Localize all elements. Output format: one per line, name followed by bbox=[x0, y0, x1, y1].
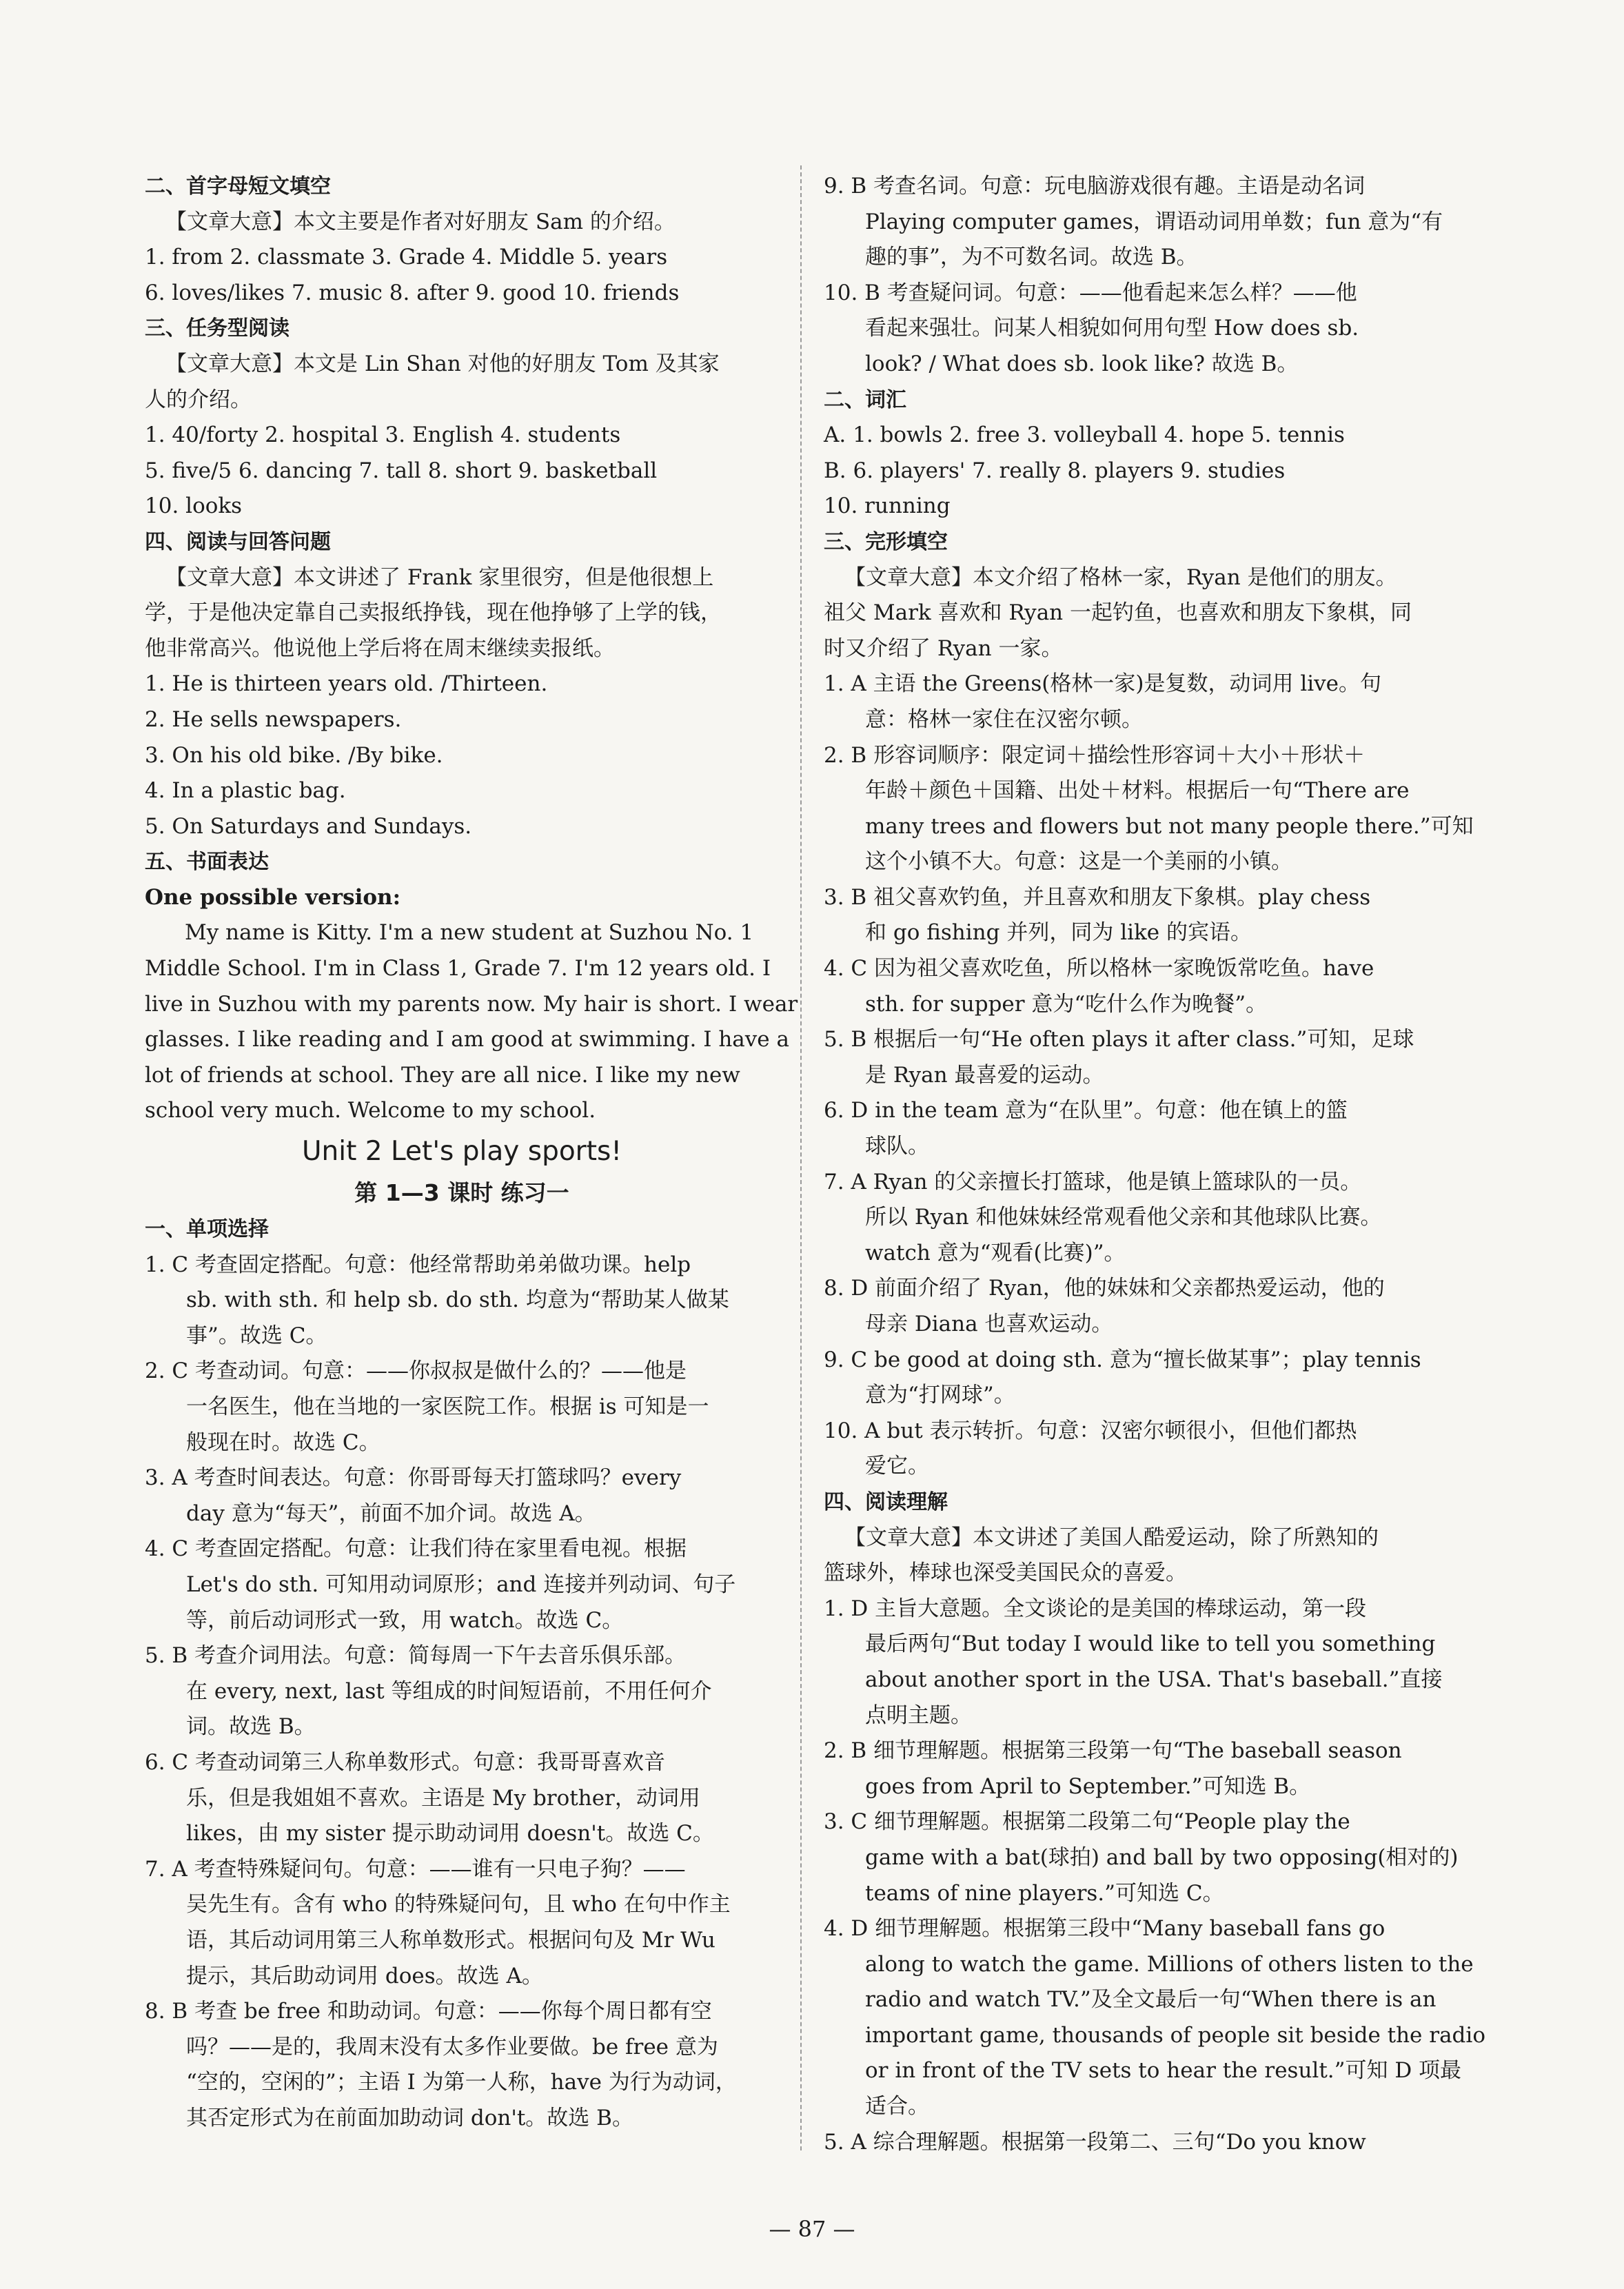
text-line: 看起来强壮。问某人相貌如何用句型 How does sb. bbox=[865, 316, 1359, 341]
text-line: 其否定形式为在前面加助动词 don't。故选 B。 bbox=[186, 2105, 633, 2130]
section-heading: 四、阅读理解 bbox=[824, 1489, 948, 1514]
text-line: 在 every, next, last 等组成的时间短语前，不用任何介 bbox=[186, 1678, 712, 1704]
text-line: 最后两句“But today I would like to tell you something bbox=[865, 1631, 1436, 1657]
text-line: 7. A Ryan 的父亲擅长打篮球，他是镇上篮球队的一员。 bbox=[824, 1169, 1362, 1194]
text-line: sb. with sth. 和 help sb. do sth. 均意为“帮助某人做某 bbox=[186, 1288, 729, 1313]
text-line: glasses. I like reading and I am good at swimming. I have a bbox=[145, 1027, 789, 1052]
text-line: 10. A but 表示转折。句意：汉密尔顿很小，但他们都热 bbox=[824, 1418, 1357, 1443]
section-heading: 四、阅读与回答问题 bbox=[145, 529, 331, 554]
text-line: Let's do sth. 可知用动词原形；and 连接并列动词、句子 bbox=[186, 1571, 736, 1597]
text-line: 年龄＋颜色＋国籍、出处＋材料。根据后一句“There are bbox=[865, 778, 1410, 804]
text-line: B. 6. players' 7. really 8. players 9. studies bbox=[824, 458, 1286, 483]
text-line: 4. In a plastic bag. bbox=[145, 778, 346, 804]
text-line: 词。故选 B。 bbox=[186, 1714, 316, 1740]
text-line: along to watch the game. Millions of others listen to the bbox=[865, 1951, 1474, 1977]
text-line: 点明主题。 bbox=[865, 1702, 972, 1728]
section-heading: 五、书面表达 bbox=[145, 850, 269, 875]
text-line: Middle School. I'm in Class 1, Grade 7. I'm 12 years old. I bbox=[145, 956, 771, 981]
text-line: 1. A 主语 the Greens(格林一家)是复数，动词用 live。句 bbox=[824, 671, 1382, 697]
text-line: 吴先生有。含有 who 的特殊疑问句，且 who 在句中作主 bbox=[186, 1892, 731, 1917]
text-line: live in Suzhou with my parents now. My hair is short. I wear bbox=[145, 991, 798, 1017]
lesson-title: 第 1—3 课时 练习一 bbox=[354, 1179, 569, 1207]
text-line: 4. C 考查固定搭配。句意：让我们待在家里看电视。根据 bbox=[145, 1536, 687, 1562]
text-line: 【文章大意】本文是 Lin Shan 对他的好朋友 Tom 及其家 bbox=[165, 351, 720, 376]
text-line: 【文章大意】本文讲述了美国人酷爱运动，除了所熟知的 bbox=[844, 1525, 1379, 1550]
text-line: 6. C 考查动词第三人称单数形式。句意：我哥哥喜欢音 bbox=[145, 1749, 666, 1775]
text-line: 意为“打网球”。 bbox=[865, 1383, 1015, 1408]
left-column bbox=[145, 169, 798, 2136]
text-line: A. 1. bowls 2. free 3. volleyball 4. hope 5. tennis bbox=[824, 423, 1345, 448]
text-line: 他非常高兴。他说他上学后将在周末继续卖报纸。 bbox=[145, 635, 615, 661]
section-heading: 一、单项选择 bbox=[145, 1217, 269, 1242]
text-line: 意：格林一家住在汉密尔顿。 bbox=[865, 706, 1143, 732]
text-line: 7. A 考查特殊疑问句。句意：——谁有一只电子狗？—— bbox=[145, 1856, 686, 1882]
text-line: 【文章大意】本文介绍了格林一家，Ryan 是他们的朋友。 bbox=[844, 564, 1397, 590]
text-line: 4. C 因为祖父喜欢吃鱼，所以格林一家晚饭常吃鱼。have bbox=[824, 956, 1374, 981]
text-line: sth. for supper 意为“吃什么作为晚餐”。 bbox=[865, 991, 1268, 1017]
text-line: 8. B 考查 be free 和助动词。句意：——你每个周日都有空 bbox=[145, 1999, 712, 2024]
text-line: 事”。故选 C。 bbox=[186, 1323, 327, 1348]
text-line: 6. D in the team 意为“在队里”。句意：他在镇上的篮 bbox=[824, 1098, 1348, 1123]
text-line: watch 意为“观看(比赛)”。 bbox=[865, 1240, 1126, 1265]
text-line: 2. He sells newspapers. bbox=[145, 706, 402, 732]
text-line: 人的介绍。 bbox=[145, 387, 252, 412]
text-line: 5. B 考查介词用法。句意：简每周一下午去音乐俱乐部。 bbox=[145, 1643, 687, 1669]
text-line: important game, thousands of people sit beside the radio bbox=[865, 2022, 1485, 2048]
unit-title: Unit 2 Let's play sports! bbox=[302, 1136, 622, 1168]
column-divider bbox=[800, 165, 802, 2150]
text-line: likes，由 my sister 提示助动词用 doesn't。故选 C。 bbox=[186, 1821, 714, 1847]
text-line: 1. C 考查固定搭配。句意：他经常帮助弟弟做功课。help bbox=[145, 1252, 691, 1277]
text-line: 篮球外，棒球也深受美国民众的喜爱。 bbox=[824, 1560, 1187, 1586]
text-line: 学，于是他决定靠自己卖报纸挣钱，现在他挣够了上学的钱， bbox=[145, 600, 722, 626]
text-line: 吗？——是的，我周末没有太多作业要做。be free 意为 bbox=[186, 2034, 718, 2059]
text-line: 2. B 细节理解题。根据第三段第一句“The baseball season bbox=[824, 1738, 1402, 1764]
text-line: 10. looks bbox=[145, 494, 243, 519]
text-line: 5. B 根据后一句“He often plays it after class.”可知，足球 bbox=[824, 1027, 1414, 1052]
text-line: 时又介绍了 Ryan 一家。 bbox=[824, 635, 1063, 661]
text-line: 适合。 bbox=[865, 2094, 929, 2119]
text-line: radio and watch TV.”及全文最后一句“When there is an bbox=[865, 1987, 1437, 2013]
text-line: 1. He is thirteen years old. /Thirteen. bbox=[145, 671, 548, 697]
text-line: many trees and flowers but not many people there.”可知 bbox=[865, 813, 1474, 839]
text-line: 等，前后动词形式一致，用 watch。故选 C。 bbox=[186, 1607, 624, 1633]
text-line: 4. D 细节理解题。根据第三段中“Many baseball fans go bbox=[824, 1916, 1386, 1942]
text-line: 般现在时。故选 C。 bbox=[186, 1430, 380, 1455]
text-line: 【文章大意】本文主要是作者对好朋友 Sam 的介绍。 bbox=[165, 209, 676, 234]
text-line: 和 go fishing 并列，同为 like 的宾语。 bbox=[865, 920, 1252, 946]
section-heading: 二、词汇 bbox=[824, 387, 906, 412]
text-line: 9. C be good at doing sth. 意为“擅长做某事”；play tennis bbox=[824, 1347, 1421, 1372]
text-line: One possible version: bbox=[145, 884, 401, 910]
text-line: “空的，空闲的”；主语 I 为第一人称，have 为行为动词， bbox=[186, 2070, 737, 2095]
text-line: 这个小镇不大。句意：这是一个美丽的小镇。 bbox=[865, 849, 1292, 875]
text-line: 9. B 考查名词。句意：玩电脑游戏很有趣。主语是动名词 bbox=[824, 174, 1366, 199]
text-line: 1. from 2. classmate 3. Grade 4. Middle 5. years bbox=[145, 245, 668, 270]
text-line: 1. 40/forty 2. hospital 3. English 4. students bbox=[145, 423, 621, 448]
text-line: 5. five/5 6. dancing 7. tall 8. short 9. basketball bbox=[145, 458, 658, 483]
text-line: look? / What does sb. look like? 故选 B。 bbox=[865, 351, 1299, 376]
text-line: school very much. Welcome to my school. bbox=[145, 1098, 596, 1123]
text-line: lot of friends at school. They are all nice. I like my new bbox=[145, 1062, 740, 1088]
text-line: 5. A 综合理解题。根据第一段第二、三句“Do you know bbox=[824, 2129, 1366, 2155]
text-line: 【文章大意】本文讲述了 Frank 家里很穷，但是他很想上 bbox=[165, 564, 714, 590]
text-line: goes from April to September.”可知选 B。 bbox=[865, 1773, 1311, 1799]
text-line: 3. C 细节理解题。根据第二段第二句“People play the bbox=[824, 1809, 1350, 1835]
text-line: 8. D 前面介绍了 Ryan，他的妹妹和父亲都热爱运动，他的 bbox=[824, 1276, 1385, 1301]
text-line: 6. loves/likes 7. music 8. after 9. good 10. friends bbox=[145, 280, 680, 305]
text-line: 一名医生，他在当地的一家医院工作。根据 is 可知是一 bbox=[186, 1394, 709, 1419]
text-line: 提示，其后助动词用 does。故选 A。 bbox=[186, 1963, 543, 1988]
text-line: 1. D 主旨大意题。全文谈论的是美国的棒球运动，第一段 bbox=[824, 1596, 1367, 1621]
text-line: about another sport in the USA. That's baseball.”直接 bbox=[865, 1667, 1443, 1692]
text-line: 是 Ryan 最喜爱的运动。 bbox=[865, 1062, 1104, 1088]
text-line: 乐，但是我姐姐不喜欢。主语是 My brother，动词用 bbox=[186, 1785, 700, 1811]
text-line: 所以 Ryan 和他妹妹经常观看他父亲和其他球队比赛。 bbox=[865, 1205, 1382, 1230]
text-line: day 意为“每天”，前面不加介词。故选 A。 bbox=[186, 1500, 596, 1526]
text-line: game with a bat(球拍) and ball by two opposing(相对的) bbox=[865, 1844, 1459, 1870]
text-line: 2. C 考查动词。句意：——你叔叔是做什么的？——他是 bbox=[145, 1359, 687, 1384]
text-line: 10. running bbox=[824, 494, 951, 519]
text-line: 3. B 祖父喜欢钓鱼，并且喜欢和朋友下象棋。play chess bbox=[824, 884, 1371, 910]
text-line: 5. On Saturdays and Sundays. bbox=[145, 813, 472, 839]
page-number: — 87 — bbox=[769, 2216, 855, 2242]
section-heading: 三、任务型阅读 bbox=[145, 316, 290, 341]
text-line: 趣的事”，为不可数名词。故选 B。 bbox=[865, 245, 1198, 270]
text-line: 2. B 形容词顺序：限定词＋描绘性形容词＋大小＋形状＋ bbox=[824, 742, 1366, 768]
right-column bbox=[824, 169, 1485, 2160]
text-line: Playing computer games，谓语动词用单数；fun 意为“有 bbox=[865, 209, 1443, 234]
text-line: 祖父 Mark 喜欢和 Ryan 一起钓鱼，也喜欢和朋友下象棋，同 bbox=[824, 600, 1412, 626]
section-heading: 三、完形填空 bbox=[824, 529, 948, 554]
text-line: 球队。 bbox=[865, 1134, 929, 1159]
text-line: teams of nine players.”可知选 C。 bbox=[865, 1880, 1224, 1906]
text-line: 10. B 考查疑问词。句意：——他看起来怎么样？——他 bbox=[824, 280, 1357, 305]
text-line: 3. On his old bike. /By bike. bbox=[145, 742, 443, 768]
text-line: 语，其后动词用第三人称单数形式。根据问句及 Mr Wu bbox=[186, 1927, 715, 1953]
section-heading: 二、首字母短文填空 bbox=[145, 174, 331, 199]
text-line: or in front of the TV sets to hear the result.”可知 D 项最 bbox=[865, 2058, 1462, 2084]
text-line: 母亲 Diana 也喜欢运动。 bbox=[865, 1312, 1113, 1336]
text-line: 爱它。 bbox=[865, 1454, 929, 1479]
text-line: 3. A 考查时间表达。句意：你哥哥每天打篮球吗？every bbox=[145, 1465, 682, 1491]
text-line: My name is Kitty. I'm a new student at Suzhou No. 1 bbox=[185, 920, 754, 946]
